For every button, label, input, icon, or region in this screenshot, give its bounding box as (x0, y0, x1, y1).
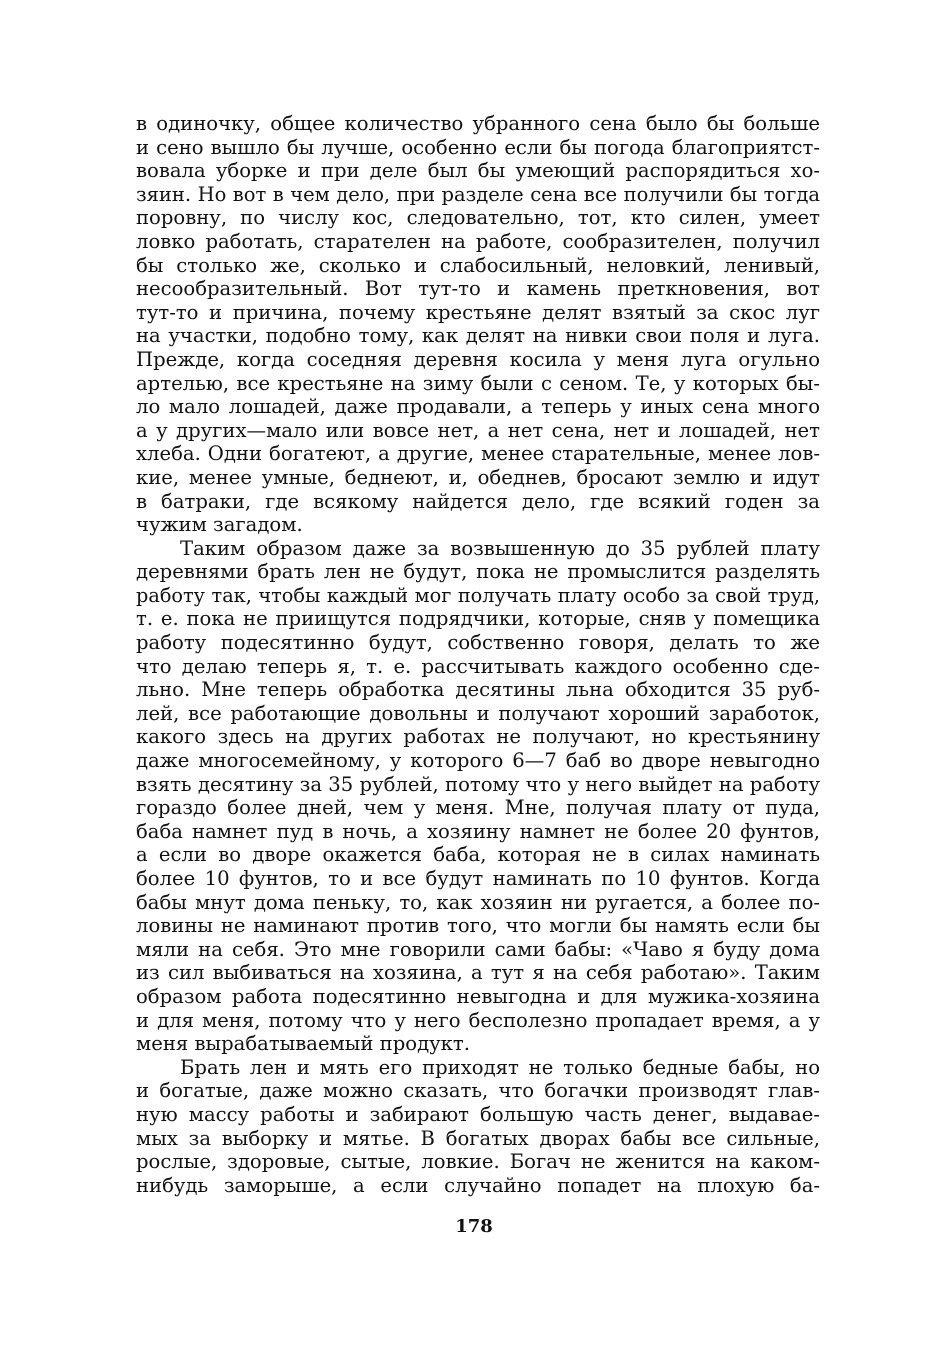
text-line: а если во дворе окажется баба, которая не в силах наминать (136, 843, 820, 867)
text-line: и богатые, даже можно сказать, что богачки производят глав- (136, 1079, 820, 1103)
text-line: вовала уборке и при деле был бы умеющий распорядиться хо- (136, 159, 820, 183)
text-line: на участки, подобно тому, как делят на нивки свои поля и луга. (136, 324, 820, 348)
text-line: Прежде, когда соседняя деревня косила у меня луга огульно (136, 347, 820, 371)
paragraph-2 (136, 537, 820, 1056)
text-line: а у других—мало или вовсе нет, а нет сена, нет и лошадей, нет (136, 418, 820, 442)
text-line: ловины не наминают против того, что могли бы намять если бы (136, 914, 820, 938)
text-line: ную массу работы и забирают большую часть денег, выдавае- (136, 1102, 820, 1126)
text-line: мяли на себя. Это мне говорили сами бабы: «Чаво я буду дома (136, 937, 820, 961)
text-line: нибудь заморыше, а если случайно попадет на плохую ба- (136, 1173, 820, 1197)
text-line: тут-то и причина, почему крестьяне делят взятый за скос луг (136, 300, 820, 324)
text-line: меня вырабатываемый продукт. (136, 1032, 470, 1056)
text-line: бабы мнут дома пеньку, то, как хозяин ни ругается, а более по- (136, 890, 820, 914)
text-line: и для меня, потому что у него бесполезно пропадает время, а у (136, 1008, 820, 1032)
text-line: зяин. Но вот в чем дело, при разделе сена все получили бы тогда (136, 182, 820, 206)
text-line: более 10 фунтов, то и все будут наминать по 10 фунтов. Когда (136, 867, 820, 890)
page-number: 178 (455, 1216, 493, 1237)
text-line: Брать лен и мять его приходят не только бедные бабы, но (180, 1055, 820, 1079)
text-line: кие, менее умные, беднеют, и, обеднев, бросают землю и идут (136, 465, 820, 489)
text-line: рослые, здоровые, сытые, ловкие. Богач не женится на каком- (136, 1150, 820, 1174)
text-line: деревнями брать лен не будут, пока не промыслится разделять (136, 560, 820, 584)
text-line: работу так, чтобы каждый мог получать плату особо за свой труд, (136, 583, 820, 607)
text-line: поровну, по числу кос, следовательно, тот, кто силен, умеет (136, 206, 820, 230)
text-line: мых за выборку и мятье. В богатых дворах бабы все сильные, (136, 1126, 820, 1150)
text-line: из сил выбиваться на хозяина, а тут я на себя работаю». Таким (136, 961, 820, 985)
text-line: ловко работать, старателен на работе, сообразителен, получил (136, 229, 820, 253)
text-line: чужим загадом. (136, 513, 303, 537)
text-line: ло мало лошадей, даже продавали, а теперь у иных сена много (136, 395, 820, 419)
text-line: хлеба. Одни богатеют, а другие, менее старательные, менее лов- (136, 442, 820, 466)
text-line: бы столько же, сколько и слабосильный, неловкий, ленивый, (136, 253, 820, 277)
text-line: несообразительный. Вот тут-то и камень преткновения, вот (136, 277, 820, 301)
text-line: гораздо более дней, чем у меня. Мне, получая плату от пуда, (136, 796, 820, 820)
text-line: в батраки, где всякому найдется дело, где всякий годен за (136, 489, 820, 513)
text-line: взять десятину за 35 рублей, потому что у него выйдет на работу (136, 772, 820, 796)
text-line: артелью, все крестьяне на зиму были с сеном. Те, у которых бы- (136, 371, 820, 395)
page-text (136, 112, 820, 1197)
text-line: образом работа подесятинно невыгодна и для мужика-хозяина (136, 984, 820, 1008)
text-line: т. е. пока не приищутся подрядчики, которые, сняв у помещика (136, 607, 820, 631)
paragraph-1 (136, 112, 820, 537)
text-line: и сено вышло бы лучше, особенно если бы погода благоприятст- (136, 135, 820, 159)
text-line: работу подесятинно будут, собственно говоря, делать то же (136, 631, 820, 655)
text-line: льно. Мне теперь обработка десятины льна обходится 35 руб- (136, 678, 820, 702)
text-line: что делаю теперь я, т. е. рассчитывать каждого особенно сде- (136, 654, 820, 678)
text-line: какого здесь на других работах не получают, но крестьянину (136, 725, 820, 749)
text-line: лей, все работающие довольны и получают хороший заработок, (136, 701, 820, 725)
paragraph-3 (136, 1056, 820, 1198)
text-line: в одиночку, общее количество убранного сена было бы больше (136, 112, 820, 135)
text-line: даже многосемейному, у которого 6—7 баб во дворе невыгодно (136, 749, 820, 773)
text-line: Таким образом даже за возвышенную до 35 рублей плату (180, 536, 820, 560)
text-line: баба намнет пуд в ночь, а хозяину намнет не более 20 фунтов, (136, 819, 820, 843)
